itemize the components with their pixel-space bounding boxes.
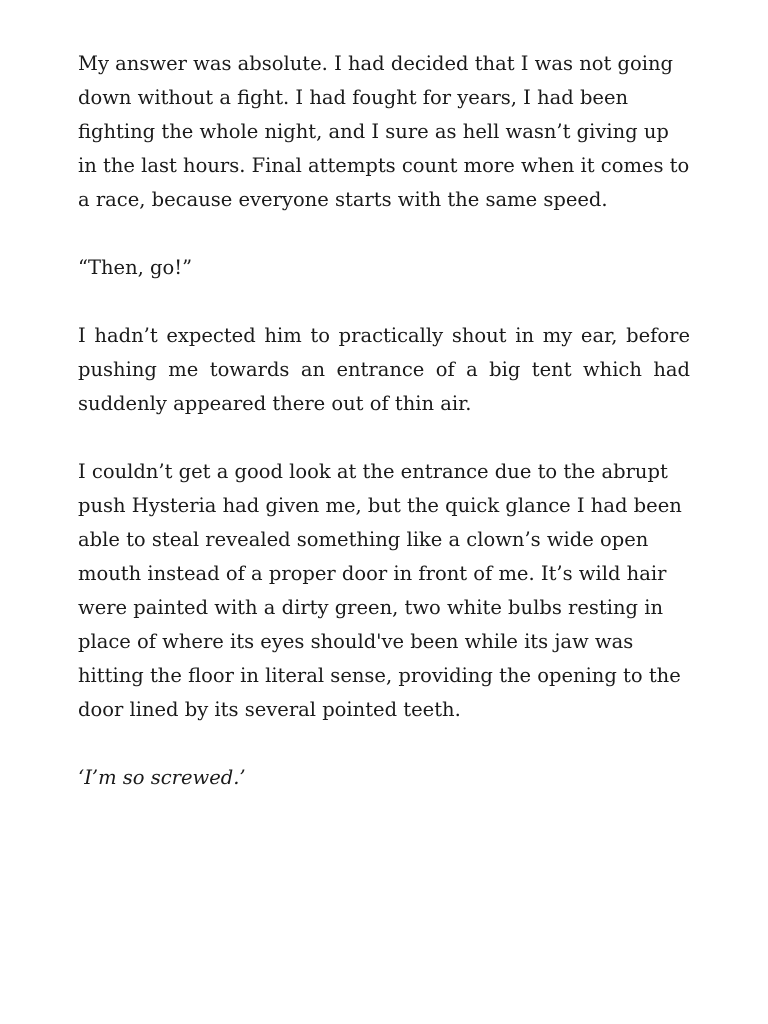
paragraph-entrance: I couldn’t get a good look at the entrance due to the abrupt push Hysteria had given me, but the quick glance I had been able to steal revealed something like a clown’s wide open mouth instead of a proper door in front of me. It’s wild hair were painted with a dirty green, two white bulbs resting in place of where its eyes should've been while its jaw was hitting the floor in literal sense, providing the opening to the door lined by its several pointed teeth. (78, 460, 682, 721)
paragraph-push: I hadn’t expected him to practically shout in my ear, before pushing me towards an entrance of a big tent which had suddenly appeared there out of thin air. (78, 324, 690, 415)
paragraph-answer: My answer was absolute. I had decided that I was not going down without a fight. I had fought for years, I had been fighting the whole night, and I sure as hell wasn’t giving up in the last hours. Final attempts count more when it comes to a race, because everyone starts with the same speed. (78, 52, 690, 211)
paragraph-dialogue: “Then, go!” (78, 256, 193, 279)
document-page (78, 47, 690, 829)
paragraph-thought: ‘I’m so screwed.’ (78, 766, 246, 789)
